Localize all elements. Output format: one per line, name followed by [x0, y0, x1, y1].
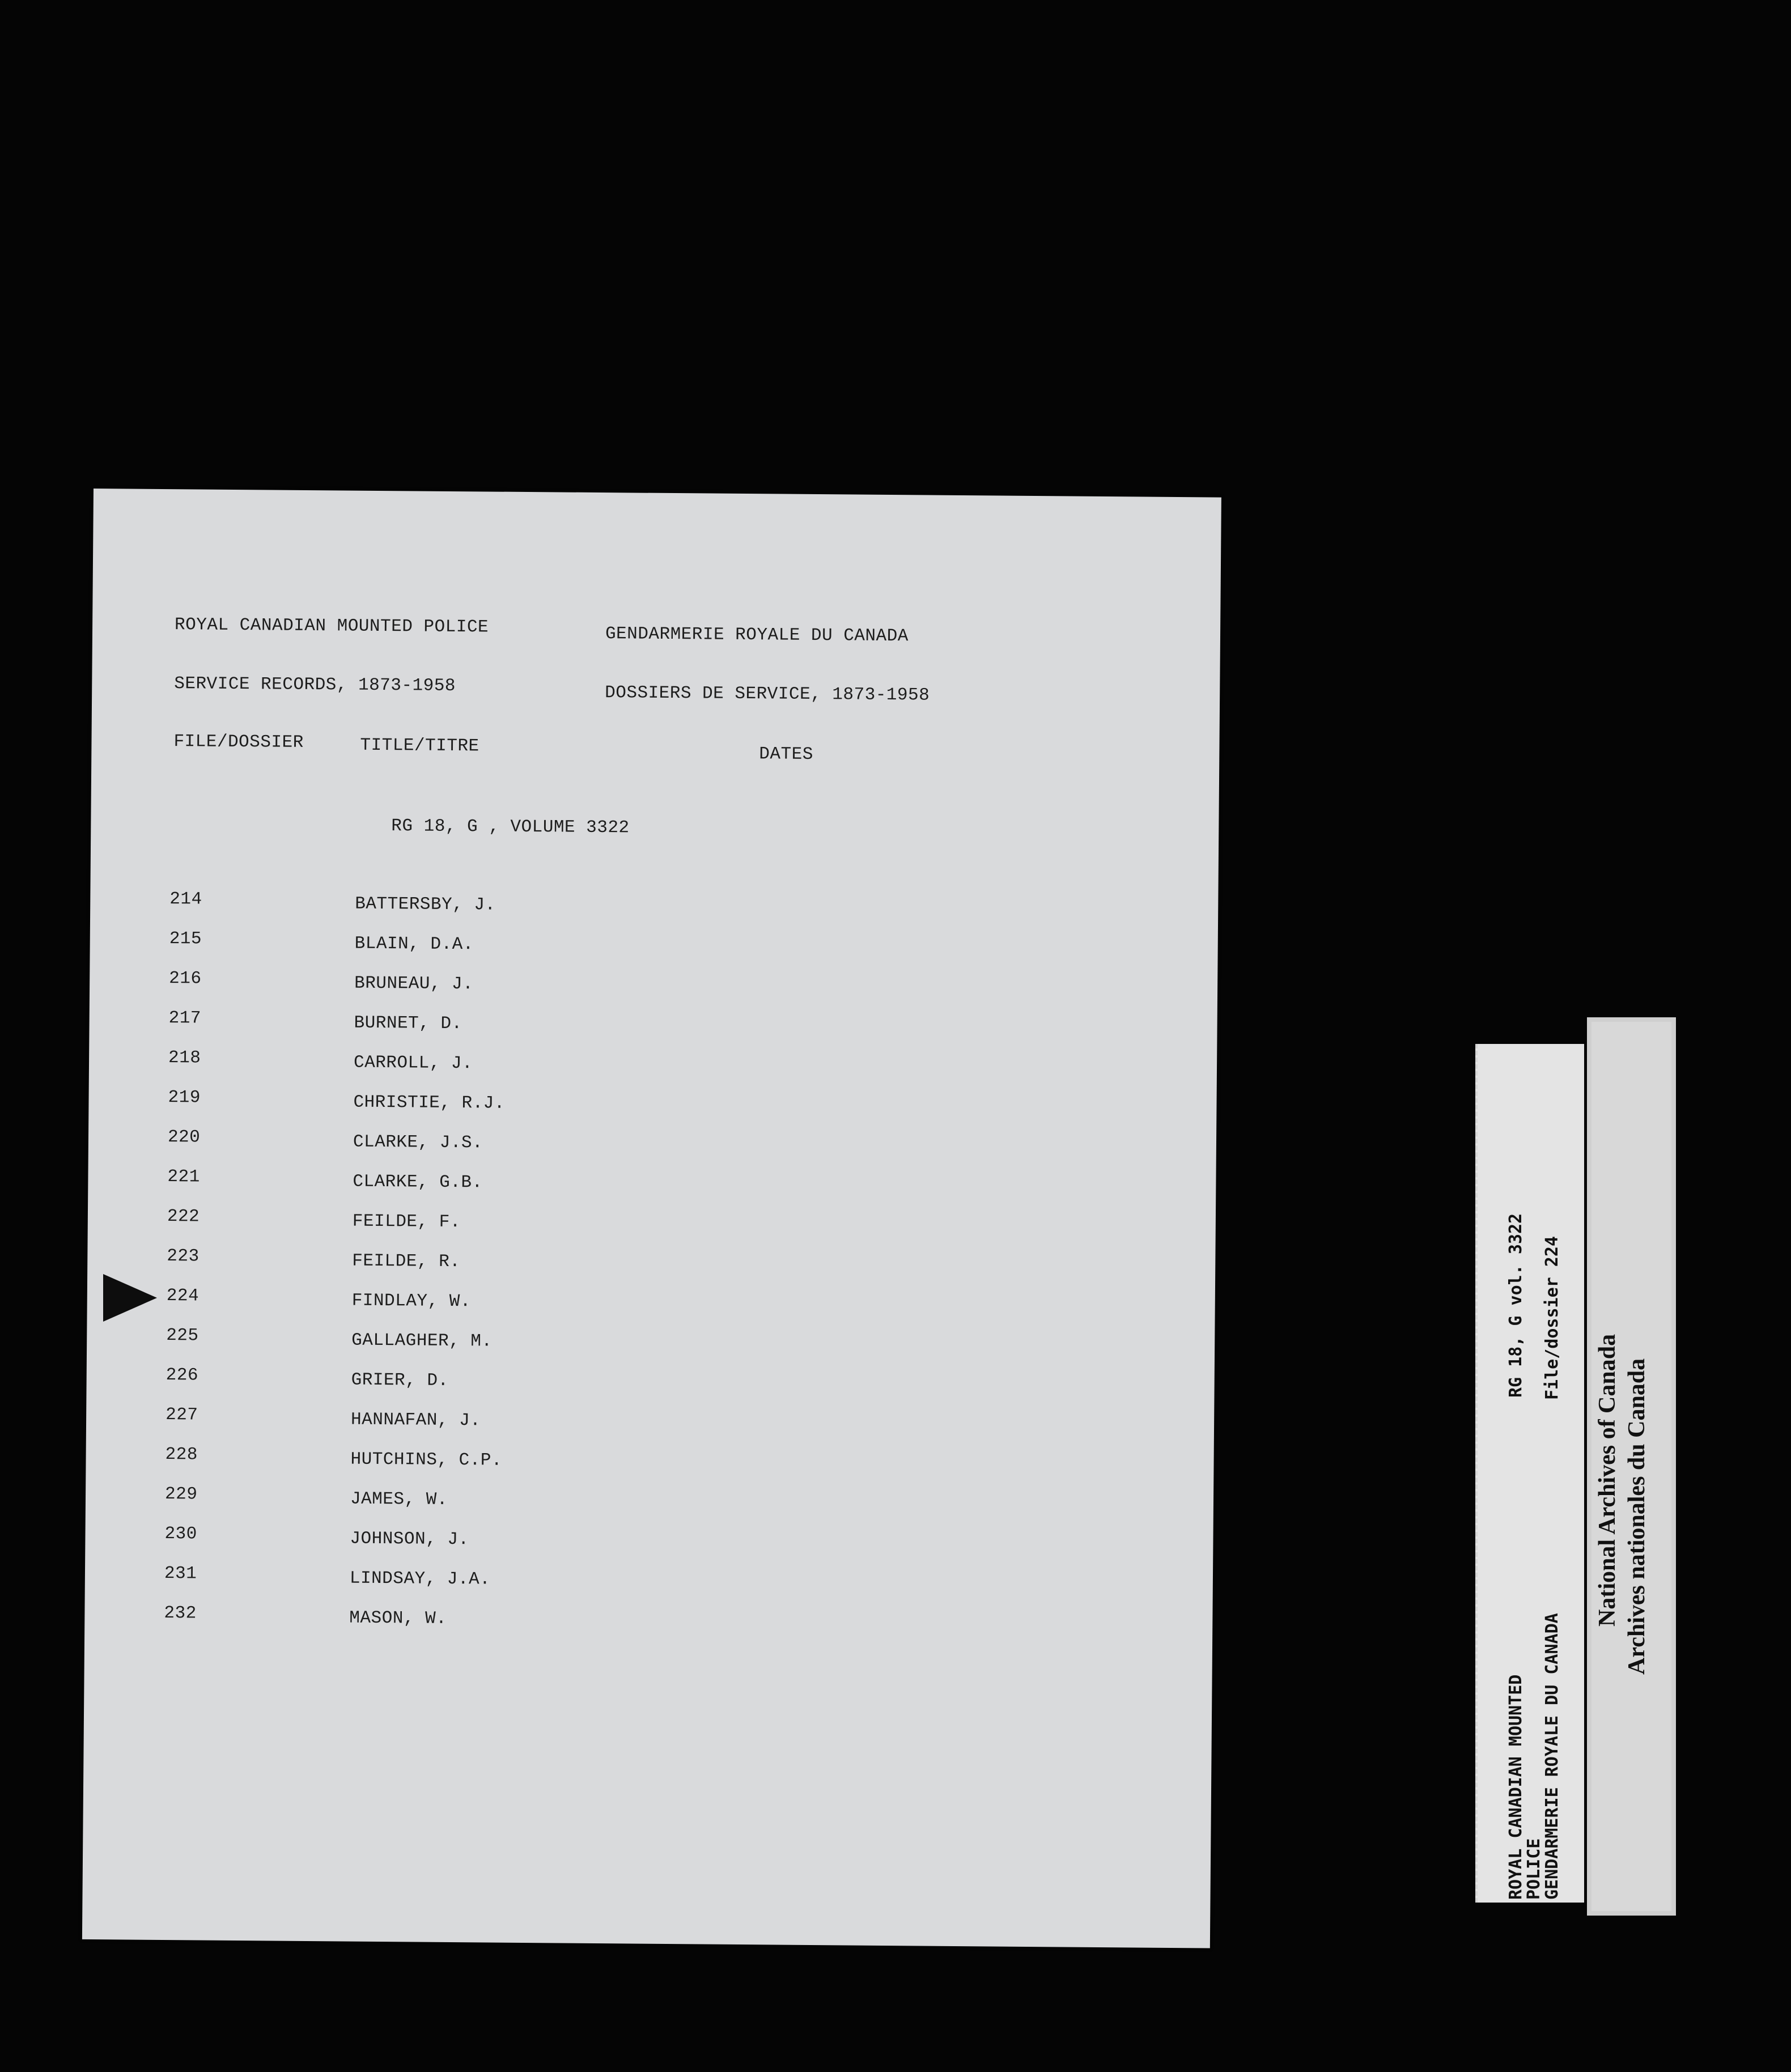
- entry-name: GRIER, D.: [351, 1370, 449, 1391]
- org-name-fr: GENDARMERIE ROYALE DU CANADA: [605, 624, 909, 647]
- record-page: [82, 489, 1221, 1948]
- entry-name: GALLAGHER, M.: [351, 1330, 493, 1352]
- entry-name: FEILDE, F.: [352, 1211, 461, 1233]
- entry-file-number: 232: [164, 1603, 197, 1624]
- archives-name-en: National Archives of Canada: [1594, 1334, 1620, 1627]
- entry-name: JAMES, W.: [350, 1489, 448, 1510]
- entry-file-number: 218: [168, 1048, 201, 1068]
- entry-file-number: 229: [164, 1484, 198, 1505]
- entry-name: BRUNEAU, J.: [354, 973, 474, 995]
- entry-name: CARROLL, J.: [353, 1052, 473, 1074]
- volume-heading: RG 18, G , VOLUME 3322: [391, 816, 630, 838]
- entry-file-number: 214: [169, 889, 202, 910]
- card-reference-volume: RG 18, G vol. 3322: [1506, 1213, 1526, 1398]
- entry-file-number: 221: [167, 1167, 200, 1187]
- entry-name: HUTCHINS, C.P.: [350, 1449, 503, 1471]
- entry-name: BATTERSBY, J.: [355, 894, 496, 915]
- entry-file-number: 223: [167, 1246, 200, 1267]
- column-header-file: FILE/DOSSIER: [173, 732, 304, 753]
- entry-name: LINDSAY, J.A.: [349, 1568, 491, 1590]
- entry-name: CLARKE, G.B.: [353, 1171, 483, 1193]
- entry-file-number: 215: [169, 929, 202, 949]
- entry-name: BURNET, D.: [354, 1013, 462, 1034]
- entry-name: MASON, W.: [349, 1608, 447, 1629]
- entry-file-number: 227: [165, 1405, 198, 1425]
- entry-name: CLARKE, J.S.: [353, 1132, 483, 1153]
- entry-name: FINDLAY, W.: [351, 1290, 472, 1312]
- entry-file-number: 231: [164, 1564, 197, 1584]
- column-header-title: TITLE/TITRE: [360, 735, 479, 757]
- entry-file-number: 222: [167, 1207, 200, 1227]
- column-header-dates: DATES: [759, 744, 814, 765]
- archives-name-fr: Archives nationales du Canada: [1624, 1358, 1650, 1675]
- entry-file-number: 219: [168, 1088, 201, 1108]
- entry-file-number: 230: [164, 1524, 197, 1544]
- card-org-line-1: ROYAL CANADIAN MOUNTED: [1506, 1674, 1526, 1900]
- archives-stamp: [1587, 1017, 1676, 1916]
- card-org-line-2: POLICE: [1524, 1838, 1544, 1900]
- card-org-line-3: GENDARMERIE ROYALE DU CANADA: [1542, 1613, 1562, 1900]
- entry-file-number: 220: [167, 1127, 201, 1148]
- entry-file-number: 226: [165, 1365, 199, 1386]
- entry-name: JOHNSON, J.: [350, 1528, 469, 1550]
- records-title-fr: DOSSIERS DE SERVICE, 1873-1958: [605, 683, 930, 706]
- records-title-en: SERVICE RECORDS, 1873-1958: [174, 674, 456, 697]
- org-name-en: ROYAL CANADIAN MOUNTED POLICE: [174, 615, 489, 638]
- entry-file-number: 225: [166, 1326, 199, 1346]
- card-reference-file: File/dossier 224: [1542, 1236, 1562, 1400]
- entry-name: FEILDE, R.: [352, 1251, 461, 1272]
- entry-file-number: 228: [165, 1445, 198, 1465]
- entry-file-number: 224: [166, 1286, 200, 1306]
- entry-name: BLAIN, D.A.: [354, 933, 474, 955]
- entry-name: HANNAFAN, J.: [350, 1409, 481, 1431]
- entry-file-number: 217: [168, 1008, 202, 1029]
- pointer-arrow-icon: [103, 1274, 157, 1322]
- entry-name: CHRISTIE, R.J.: [353, 1092, 506, 1114]
- target-card: [1475, 1044, 1584, 1903]
- entry-file-number: 216: [169, 969, 202, 989]
